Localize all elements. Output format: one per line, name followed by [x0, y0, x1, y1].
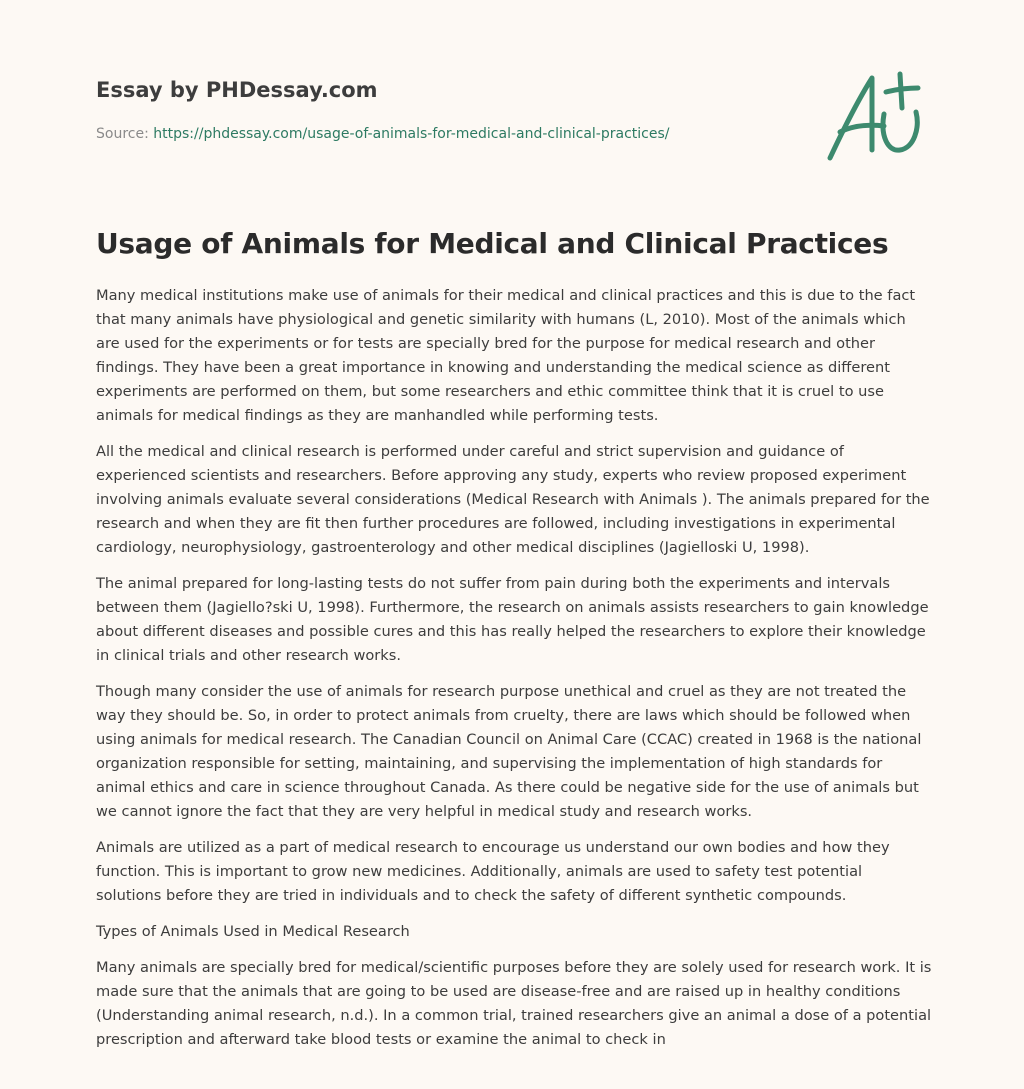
source-link[interactable]: https://phdessay.com/usage-of-animals-for-medical-and-clinical-practices/ [153, 126, 670, 142]
essay-header [96, 76, 796, 144]
brand-title: Essay by PHDessay.com [96, 78, 378, 102]
paragraph: Many animals are specially bred for medical/scientific purposes before they are solely used for research work. It is made sure that the animals that are going to be used are disease-free and are raised up in healthy conditions (Understanding animal research, n.d.). In a common trial, trained researchers give an animal a dose of a potential prescription and afterward take blood tests or examine the animal to check in [96, 959, 932, 1048]
a-plus-logo-icon [822, 66, 932, 166]
essay-body [96, 284, 932, 1064]
essay-title: Usage of Animals for Medical and Clinical Practices [96, 227, 889, 260]
section-subheading: Types of Animals Used in Medical Research [96, 923, 410, 940]
paragraph: Though many consider the use of animals for research purpose unethical and cruel as they are not treated the way they should be. So, in order to protect animals from cruelty, there are laws which should be followed when using animals for medical research. The Canadian Council on Animal Care (CCAC) created in 1968 is the national organization responsible for setting, maintaining, and supervising the implementation of high standards for animal ethics and care in science throughout Canada. As there could be negative side for the use of animals but we cannot ignore the fact that they are very helpful in medical study and research works. [96, 683, 922, 820]
source-line [96, 124, 796, 144]
paragraph: The animal prepared for long-lasting tests do not suffer from pain during both the experiments and intervals between them (Jagiello?ski U, 1998). Furthermore, the research on animals assists researchers to gain knowledge about different diseases and possible cures and this has really helped the researchers to explore their knowledge in clinical trials and other research works. [96, 575, 929, 664]
paragraph: All the medical and clinical research is performed under careful and strict supervision and guidance of experienced scientists and researchers. Before approving any study, experts who review proposed experiment involving animals evaluate several considerations (Medical Research with Animals ). The animals prepared for the research and when they are fit then further procedures are followed, including investigations in experimental cardiology, neurophysiology, gastroenterology and other medical disciplines (Jagielloski U, 1998). [96, 443, 930, 556]
paragraph: Animals are utilized as a part of medical research to encourage us understand our own bodies and how they function. This is important to grow new medicines. Additionally, animals are used to safety test potential solutions before they are tried in individuals and to check the safety of different synthetic compounds. [96, 839, 890, 904]
paragraph: Many medical institutions make use of animals for their medical and clinical practices and this is due to the fact that many animals have physiological and genetic similarity with humans (L, 2010). Most of the animals which are used for the experiments or for tests are specially bred for the purpose for medical research and other findings. They have been a great importance in knowing and understanding the medical science as different experiments are performed on them, but some researchers and ethic committee think that it is cruel to use animals for medical findings as they are manhandled while performing tests. [96, 287, 916, 424]
source-label: Source: [96, 126, 154, 142]
